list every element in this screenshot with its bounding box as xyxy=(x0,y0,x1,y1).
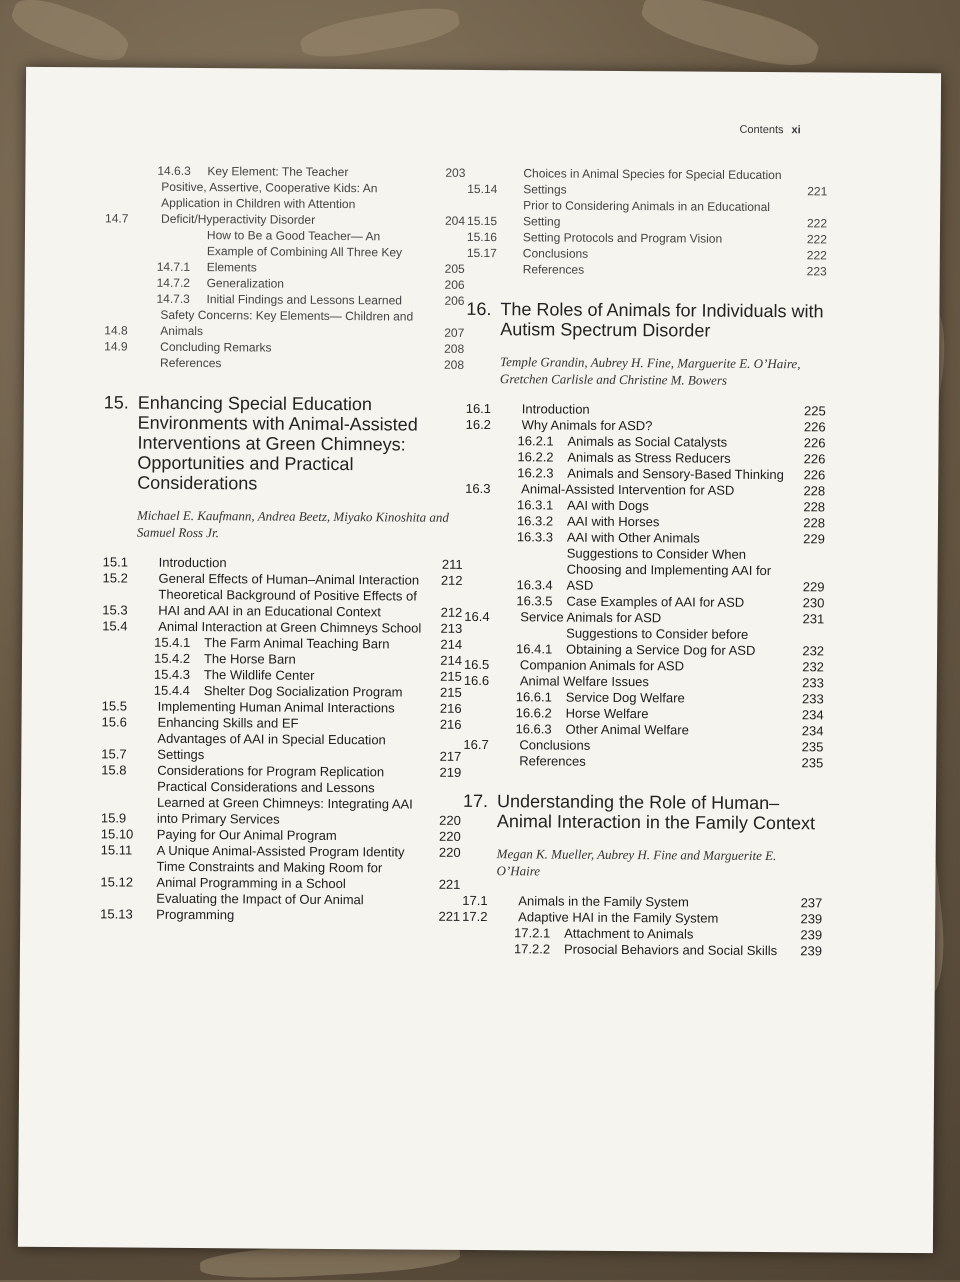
entry-title: The Horse Barn xyxy=(204,651,422,669)
entry-page: 223 xyxy=(787,263,827,279)
entry-title: Why Animals for ASD? xyxy=(522,417,786,435)
entry-title: Suggestions to Consider When Choosing and Implementing AAI for ASD xyxy=(566,546,784,596)
entry-title: Animals as Social Catalysts xyxy=(567,434,785,452)
entry-title: Time Constraints and Making Room for Animal Programming in a School xyxy=(156,859,420,893)
entry-title: Initial Findings and Lessons Learned xyxy=(206,291,424,309)
entry-page: 208 xyxy=(424,357,464,373)
entry-page: 229 xyxy=(785,531,825,547)
entry-page: 211 xyxy=(423,557,463,573)
entry-title: A Unique Animal-Assisted Program Identity xyxy=(157,843,421,861)
entry-title: Shelter Dog Socialization Program xyxy=(204,683,422,701)
toc-list xyxy=(463,401,826,772)
entry-number: 14.8 xyxy=(104,322,160,338)
entry-number: 15.17 xyxy=(467,245,523,261)
entry-page: 204 xyxy=(425,213,465,229)
entry-page: 212 xyxy=(422,605,462,621)
entry-page: 226 xyxy=(785,435,825,451)
entry-title: Advantages of AAI in Special Education Settings xyxy=(157,731,421,765)
chapter-16 xyxy=(463,299,826,772)
entry-number: 16.2.2 xyxy=(517,449,567,465)
entry-number: 15.4.3 xyxy=(154,667,204,683)
entry-title: References xyxy=(160,355,424,373)
chapter-17 xyxy=(462,791,823,960)
toc-entry xyxy=(105,178,465,229)
entry-number: 15.6 xyxy=(101,714,157,730)
entry-page: 221 xyxy=(420,877,460,893)
entry-number: 15.10 xyxy=(101,826,157,842)
entry-page: 226 xyxy=(785,451,825,467)
entry-title: AAI with Dogs xyxy=(567,498,785,516)
entry-title: Implementing Human Animal Interactions xyxy=(158,699,422,717)
entry-number: 16.1 xyxy=(466,401,522,417)
toc-list xyxy=(100,554,463,925)
entry-title: How to Be a Good Teacher— An Example of Combining All Three Key Elements xyxy=(207,227,425,277)
entry-page: 206 xyxy=(425,277,465,293)
entry-page: 222 xyxy=(787,231,827,247)
entry-page: 226 xyxy=(785,467,825,483)
entry-page: 216 xyxy=(422,701,462,717)
toc-entry xyxy=(100,890,460,925)
chapter-heading xyxy=(466,299,826,342)
entry-title: The Farm Animal Teaching Barn xyxy=(204,635,422,653)
entry-number: 17.2.1 xyxy=(514,925,564,941)
chapter-15 xyxy=(100,392,464,925)
entry-page: 206 xyxy=(424,293,464,309)
entry-number: 15.7 xyxy=(101,746,157,762)
entry-number: 14.7 xyxy=(105,210,161,226)
chapter-title: Enhancing Special Education Environments with Animal-Assisted Interventions at Green Chimneys: Opportunities and Practical Considerations xyxy=(137,393,464,495)
toc-entry xyxy=(104,354,464,373)
entry-number: 15.4 xyxy=(102,618,158,634)
entry-number: 16.3.4 xyxy=(516,577,566,593)
entry-page: 208 xyxy=(424,341,464,357)
chapter-authors: Temple Grandin, Aubrey H. Fine, Marguerite E. O’Haire, Gretchen Carlisle and Christine M. Bowers xyxy=(500,353,826,389)
entry-title: Considerations for Program Replication xyxy=(157,763,421,781)
toc-entry xyxy=(464,545,824,596)
entry-title: Conclusions xyxy=(519,737,783,755)
entry-title: AAI with Horses xyxy=(567,514,785,532)
toc-list xyxy=(467,165,828,280)
entry-title: Suggestions to Consider before Obtaining a Service Dog for ASD xyxy=(566,626,784,660)
entry-title: General Effects of Human–Animal Interaction xyxy=(159,571,423,589)
entry-page: 217 xyxy=(421,749,461,765)
toc-entry xyxy=(462,941,822,960)
entry-page: 235 xyxy=(783,755,823,771)
entry-number: 14.7.1 xyxy=(157,259,207,275)
toc-entry xyxy=(105,226,465,277)
entry-title: Animal Welfare Issues xyxy=(520,673,784,691)
entry-page: 231 xyxy=(784,611,824,627)
entry-page: 233 xyxy=(784,675,824,691)
entry-title: Service Animals for ASD xyxy=(520,609,784,627)
entry-number: 15.3 xyxy=(102,602,158,618)
toc-entry xyxy=(467,261,827,280)
chapter-authors: Michael E. Kaufmann, Andrea Beetz, Miyako Kinoshita and Samuel Ross Jr. xyxy=(137,507,463,543)
entry-page: 207 xyxy=(424,325,464,341)
entry-page: 232 xyxy=(784,643,824,659)
chapter-title: Understanding the Role of Human–Animal Interaction in the Family Context xyxy=(497,791,823,833)
entry-title: Positive, Assertive, Cooperative Kids: An Application in Children with Attention Deficit/Hyperactivity Disorder xyxy=(161,179,425,229)
toc-entry xyxy=(102,586,462,621)
entry-number: 16.3.3 xyxy=(517,529,567,545)
entry-number: 16.4 xyxy=(464,609,520,625)
entry-page: 220 xyxy=(421,813,461,829)
entry-number: 14.7.3 xyxy=(156,291,206,307)
entry-number: 16.2.1 xyxy=(517,433,567,449)
entry-page: 234 xyxy=(783,723,823,739)
entry-title: Generalization xyxy=(207,275,425,293)
entry-page: 232 xyxy=(784,659,824,675)
entry-page: 225 xyxy=(786,403,826,419)
rug-texture xyxy=(7,0,133,69)
toc-entry xyxy=(101,778,461,829)
toc-entry xyxy=(467,197,827,232)
chapter-heading xyxy=(463,791,823,834)
entry-number: 16.2.3 xyxy=(517,465,567,481)
entry-page: 203 xyxy=(425,165,465,181)
entry-page: 229 xyxy=(784,579,824,595)
entry-number: 16.5 xyxy=(464,657,520,673)
toc-entry xyxy=(104,306,464,341)
rug-texture xyxy=(298,1,462,63)
entry-title: References xyxy=(523,261,787,279)
entry-number: 16.3.1 xyxy=(517,497,567,513)
entry-title: Conclusions xyxy=(523,245,787,263)
chapter-title: The Roles of Animals for Individuals with Autism Spectrum Disorder xyxy=(500,299,826,341)
entry-page: 219 xyxy=(421,765,461,781)
entry-title: Horse Welfare xyxy=(566,706,784,724)
entry-number: 14.9 xyxy=(104,338,160,354)
entry-number: 14.7.2 xyxy=(157,275,207,291)
entry-number: 15.5 xyxy=(102,698,158,714)
entry-page: 237 xyxy=(782,895,822,911)
chapter-number: 15. xyxy=(103,392,138,492)
entry-title: Animals as Stress Reducers xyxy=(567,450,785,468)
entry-number: 16.3.2 xyxy=(517,513,567,529)
entry-page: 214 xyxy=(422,653,462,669)
entry-title: Theoretical Background of Positive Effects of HAI and AAI in an Educational Context xyxy=(158,587,422,621)
entry-title: Animals and Sensory-Based Thinking xyxy=(567,466,785,484)
toc-entry xyxy=(463,753,823,772)
entry-number: 16.6.3 xyxy=(515,721,565,737)
entry-number: 16.3 xyxy=(465,481,521,497)
entry-title: Enhancing Skills and EF xyxy=(157,715,421,733)
entry-title: Introduction xyxy=(159,555,423,573)
entry-title: Case Examples of AAI for ASD xyxy=(566,594,784,612)
entry-page: 216 xyxy=(421,717,461,733)
entry-page: 228 xyxy=(785,515,825,531)
entry-title: AAI with Other Animals xyxy=(567,530,785,548)
entry-page: 212 xyxy=(422,573,462,589)
entry-number: 15.11 xyxy=(101,842,157,858)
entry-page: 213 xyxy=(422,621,462,637)
entry-number: 16.6 xyxy=(464,673,520,689)
entry-number: 15.2 xyxy=(103,570,159,586)
entry-number: 15.15 xyxy=(467,213,523,229)
entry-title: Other Animal Welfare xyxy=(565,722,783,740)
entry-page: 228 xyxy=(785,499,825,515)
entry-number: 15.4.1 xyxy=(154,635,204,651)
entry-title: Animal-Assisted Intervention for ASD xyxy=(521,481,785,499)
entry-page: 230 xyxy=(784,595,824,611)
entry-page: 239 xyxy=(782,943,822,959)
running-head-page: xi xyxy=(791,124,800,136)
entry-page: 228 xyxy=(785,483,825,499)
entry-page: 239 xyxy=(782,911,822,927)
entry-number: 16.2 xyxy=(466,417,522,433)
entry-number: 15.14 xyxy=(467,181,523,197)
entry-number: 16.6.1 xyxy=(516,689,566,705)
entry-number: 15.13 xyxy=(100,906,156,922)
entry-title: Prosocial Behaviors and Social Skills xyxy=(564,942,782,960)
entry-title: Evaluating the Impact of Our Animal Programming xyxy=(156,891,420,925)
entry-title: Prior to Considering Animals in an Educational Setting xyxy=(523,197,787,231)
rug-texture xyxy=(637,0,823,76)
entry-page: 235 xyxy=(783,739,823,755)
entry-number: 15.16 xyxy=(467,229,523,245)
entry-title: Paying for Our Animal Program xyxy=(157,827,421,845)
entry-title: Concluding Remarks xyxy=(160,339,424,357)
entry-title: Animals in the Family System xyxy=(518,893,782,911)
entry-page: 215 xyxy=(422,669,462,685)
toc-list xyxy=(104,162,465,373)
chapter-heading xyxy=(103,392,464,495)
entry-page: 220 xyxy=(421,845,461,861)
entry-page: 214 xyxy=(422,637,462,653)
entry-title: Introduction xyxy=(522,401,786,419)
entry-page: 222 xyxy=(787,247,827,263)
entry-title: Companion Animals for ASD xyxy=(520,657,784,675)
running-head-label: Contents xyxy=(739,124,783,136)
entry-number: 15.9 xyxy=(101,810,157,826)
entry-number: 15.12 xyxy=(100,874,156,890)
entry-title: Practical Considerations and Lessons Learned at Green Chimneys: Integrating AAI into Primary Services xyxy=(157,779,421,829)
entry-number: 15.1 xyxy=(103,554,159,570)
entry-title: Adaptive HAI in the Family System xyxy=(518,909,782,927)
entry-number: 16.6.2 xyxy=(516,705,566,721)
entry-title: The Wildlife Center xyxy=(204,667,422,685)
toc-list xyxy=(462,893,822,960)
toc-entry xyxy=(467,165,827,200)
entry-title: References xyxy=(519,753,783,771)
running-head xyxy=(739,124,800,136)
entry-title: Attachment to Animals xyxy=(564,926,782,944)
entry-title: Choices in Animal Species for Special Education Settings xyxy=(523,165,787,199)
book-page xyxy=(18,67,941,1253)
entry-number: 16.7 xyxy=(463,737,519,753)
entry-page: 233 xyxy=(784,691,824,707)
entry-title: Service Dog Welfare xyxy=(566,690,784,708)
toc-entry xyxy=(464,625,824,660)
entry-number: 17.2.2 xyxy=(514,941,564,957)
entry-page: 234 xyxy=(784,707,824,723)
entry-page: 221 xyxy=(787,183,827,199)
chapter-number: 17. xyxy=(463,791,497,831)
entry-page: 215 xyxy=(422,685,462,701)
entry-number: 14.6.3 xyxy=(157,163,207,179)
toc-entry xyxy=(101,730,461,765)
entry-number: 15.8 xyxy=(101,762,157,778)
entry-page: 222 xyxy=(787,215,827,231)
right-column xyxy=(462,165,828,969)
entry-page: 221 xyxy=(420,909,460,925)
entry-title: Animal Interaction at Green Chimneys School xyxy=(158,619,422,637)
left-column xyxy=(100,162,465,934)
entry-page: 226 xyxy=(786,419,826,435)
entry-page: 220 xyxy=(421,829,461,845)
chapter-number: 16. xyxy=(466,299,500,339)
entry-number: 17.1 xyxy=(462,893,518,909)
chapter-authors: Megan K. Mueller, Aubrey H. Fine and Marguerite E. O’Haire xyxy=(496,845,822,881)
entry-title: Key Element: The Teacher xyxy=(207,163,425,181)
entry-number: 16.3.5 xyxy=(516,593,566,609)
entry-number: 16.4.1 xyxy=(516,641,566,657)
entry-number: 15.4.4 xyxy=(154,683,204,699)
entry-page: 239 xyxy=(782,927,822,943)
entry-number: 15.4.2 xyxy=(154,651,204,667)
toc-entry xyxy=(100,858,460,893)
entry-title: Setting Protocols and Program Vision xyxy=(523,229,787,247)
entry-number: 17.2 xyxy=(462,909,518,925)
entry-page: 205 xyxy=(425,261,465,277)
entry-title: Safety Concerns: Key Elements— Children and Animals xyxy=(160,307,424,341)
